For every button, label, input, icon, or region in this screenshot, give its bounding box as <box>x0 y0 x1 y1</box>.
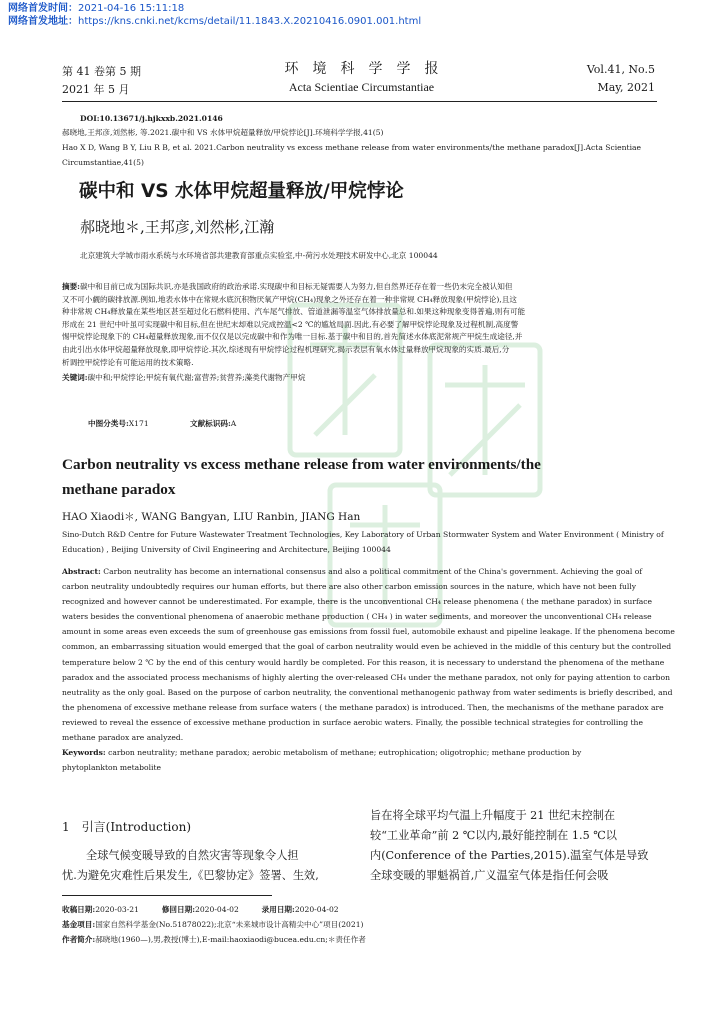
title-en-line1: Carbon neutrality vs excess methane release from water environments/the <box>62 456 541 473</box>
abstract-en-line: amount in some areas even exceeds the sum of greenhouse gas emissions from fossil fuel, automobile exhaust and pipeline leakage. If the phenomena become <box>62 627 675 637</box>
keywords-cn-label: 关键词: <box>62 373 88 383</box>
date-cn: 2021 年 5 月 <box>62 83 130 96</box>
journal-name-cn: 环 境 科 学 学 报 <box>284 61 439 77</box>
abstract-en-line: the phenomena of excessive methane release from surface waters ( the methane paradox) is introduced. Then, the mechanisms of the methane paradox are <box>62 702 664 712</box>
abstract-en-line: reviewed to reveal the essence of excessive methane production in surface aerobic waters. Finally, the possible technical strategies for controlling the <box>62 717 643 727</box>
journal-name-en: Acta Scientiae Circumstantiae <box>288 80 435 94</box>
abstract-en-line: Abstract: Carbon neutrality has become an international consensus and also a political commitment of the China's government. Achieving the goal of <box>62 567 643 576</box>
authors-cn: 郝晓地＊,王邦彦,刘然彬,江瀚 <box>80 218 275 236</box>
cnki-addr-label: 网络首发地址： <box>8 16 78 27</box>
cnki-time-value: 2021-04-16 15:11:18 <box>78 3 185 14</box>
body-right-column <box>370 806 657 886</box>
abstract-cn-line: 又不可小觑的碳排放源.例如,地表水体中在常规水底沉积物厌氧产甲烷(CH₄)现象之外还存在着一种非常规 CH₄释放现象(甲烷悖论),且这 <box>62 294 517 304</box>
cnki-address-link[interactable]: https://kns.cnki.net/kcms/detail/11.1843.X.20210416.0901.001.html <box>78 16 422 27</box>
citation-en-line1: Hao X D, Wang B Y, Liu R B, et al. 2021.Carbon neutrality vs excess methane release from water environments/the methane paradox[J].Acta Scientiae <box>62 143 642 152</box>
cnki-time-label: 网络首发时间： <box>8 3 78 14</box>
cnki-publish-address <box>8 15 421 28</box>
abstract-cn-line: 由此引出水体甲烷超量释放现象,即甲烷悖论.其次,综述现有甲烷悖论过程机理研究,揭示表层有氧水体过量释放甲烷现象的实质.最后,分 <box>62 344 510 354</box>
keywords-en <box>62 745 657 760</box>
abstract-en-label: Abstract: <box>62 567 101 576</box>
citation-cn: 郝晓地,王邦彦,刘然彬, 等.2021.碳中和 VS 水体甲烷超量释放/甲烷悖论[J].环境科学学报,41(5) <box>62 128 384 137</box>
abstract-cn-line: 惕甲烷悖论现象下的 CH₄超量释放现象,而不仅仅是以完成碳中和作为唯一目标.基于碳中和目的,首先简述水体底泥常规产甲烷生成途径,并 <box>62 332 523 342</box>
body-line: 全球气候变暖导致的自然灾害等现象令人担 <box>86 849 299 862</box>
title-en-line2: methane paradox <box>62 481 176 498</box>
doi: DOI:10.13671/j.hjkxxb.2021.0146 <box>80 114 223 123</box>
abstract-en-line: common, an embarrassing situation would emerged that the goal of carbon neutrality would even be achieved in the middle of this century but the controlled <box>62 642 672 652</box>
funding-line: 基金项目:国家自然科学基金(No.51878022);北京“未来城市设计高精尖中心”项目(2021) <box>62 920 364 929</box>
body-line: 旨在将全球平均气温上升幅度于 21 世纪末控制在 <box>370 809 616 822</box>
abstract-cn-line: 析调控甲烷悖论有可能运用的技术策略. <box>62 357 194 367</box>
keywords-en-label: Keywords: <box>62 748 106 758</box>
abstract-cn-line: 摘要:碳中和目前已成为国际共识,亦是我国政府的政治承诺.实现碳中和目标无疑需要人为努力,但自然界还存在着一些仍未完全被认知但 <box>62 282 513 291</box>
clc-number: 中图分类号:X171 <box>88 419 149 428</box>
body-line: 忧.为避免灾难性后果发生,《巴黎协定》签署、生效, <box>62 869 319 882</box>
affiliation-en-line1: Sino-Dutch R&D Centre for Future Wastewater Treatment Technologies, Key Laboratory of Urban Stormwater System and Water Environment ( Ministry of <box>62 530 664 539</box>
date-en: May, 2021 <box>597 81 655 94</box>
section-heading: 1 引言(Introduction) <box>62 820 191 834</box>
citation-en-line2: Circumstantiae,41(5) <box>62 158 144 167</box>
author-bio-line: 作者简介:郝晓地(1960—),男,教授(博士),E-mail:haoxiaodi@bucea.edu.cn;＊责任作者 <box>62 935 366 944</box>
cnki-publish-time <box>8 2 184 15</box>
authors-en: HAO Xiaodi＊, WANG Bangyan, LIU Ranbin, JIANG Han <box>62 511 361 523</box>
volume-cn: 第 41 卷第 5 期 <box>62 65 141 78</box>
body-line: 较“工业革命”前 2 ℃以内,最好能控制在 1.5 ℃以 <box>370 829 617 842</box>
abstract-en-line: temperature below 2 ℃ by the end of this century would hardly be completed. For this reason, it is necessary to understand the phenomena of the methane <box>62 657 665 667</box>
author-bio-text: 郝晓地(1960—),男,教授(博士),E-mail:haoxiaodi@bucea.edu.cn;＊责任作者 <box>95 935 366 944</box>
keywords-en-value: carbon neutrality; methane paradox; aerobic metabolism of methane; eutrophication; oligotrophic; methane production by <box>108 748 582 758</box>
footnote-rule <box>62 895 272 896</box>
abstract-en-line: neutrality as the only goal. Based on the purpose of carbon neutrality, the conventional methanogenic pathway from water sediments is briefly described, and <box>62 687 673 697</box>
body-line: 内(Conference of the Parties,2015).温室气体是导致 <box>370 849 649 862</box>
dates-line: 收稿日期:2020-03-21 修回日期:2020-04-02 录用日期:2020-04-02 <box>62 905 339 914</box>
document-code: 文献标识码:A <box>190 419 237 428</box>
volume-en: Vol.41, No.5 <box>586 63 655 76</box>
abstract-cn-line: 形成在 21 世纪中叶虽可实现碳中和目标,但在世纪末却难以完成控温<2 ℃的尴尬局面.因此,有必要了解甲烷悖论现象及过程机制,高度警 <box>62 319 519 329</box>
abstract-cn-label: 摘要: <box>62 282 80 291</box>
affiliation-cn: 北京建筑大学城市雨水系统与水环境省部共建教育部重点实验室,中-荷污水处理技术研发中心,北京 100044 <box>80 251 438 260</box>
body-line: 全球变暖的罪魁祸首,广义温室气体是指任何会吸 <box>370 869 609 882</box>
keywords-cn-value: 碳中和;甲烷悖论;甲烷有氧代谢;富营养;贫营养;藻类代谢物产甲烷 <box>87 373 306 383</box>
affiliation-en-line2: Education) , Beijing University of Civil Engineering and Architecture, Beijing 100044 <box>62 545 391 554</box>
abstract-en <box>62 564 675 775</box>
title-cn: 碳中和 VS 水体甲烷超量释放/甲烷悖论 <box>79 181 404 202</box>
received-date: 2020-03-21 <box>95 905 139 914</box>
abstract-cn-line: 种非常规 CH₄释放量在某些地区甚至超过化石燃料使用、汽车尾气排放、管道泄漏等温室气体排放量总和.如果这种现象变得普遍,则有可能 <box>62 307 526 317</box>
abstract-en-line: carbon neutrality undoubtedly requires our human efforts, but there are also other carbon emission sources in the nature, which have not been fully <box>62 582 637 592</box>
abstract-en-line: methane paradox are analyzed. <box>62 733 184 743</box>
abstract-en-line: recognized and however cannot be underestimated. For example, there is the unconventional CH₄ release phenomena ( the methane paradox) in surface <box>62 597 653 607</box>
funding-text: 国家自然科学基金(No.51878022);北京“未来城市设计高精尖中心”项目(2021) <box>95 920 364 929</box>
revised-date: 2020-04-02 <box>195 905 239 914</box>
keywords-en-continued: phytoplankton metabolite <box>62 763 162 773</box>
body-left-column <box>62 846 352 886</box>
accepted-date: 2020-04-02 <box>294 905 339 914</box>
abstract-en-line: waters besides the conventional phenomena of anaerobic methane production ( CH₄ ) in water sediments, and moreover the unconventional CH₄ release <box>62 612 652 622</box>
header-rule <box>62 101 657 102</box>
abstract-en-line: paradox and the associated process mechanisms of highly alerting the over-released CH₄ under the methane paradox, not only for paying attention to carbon <box>62 672 670 682</box>
